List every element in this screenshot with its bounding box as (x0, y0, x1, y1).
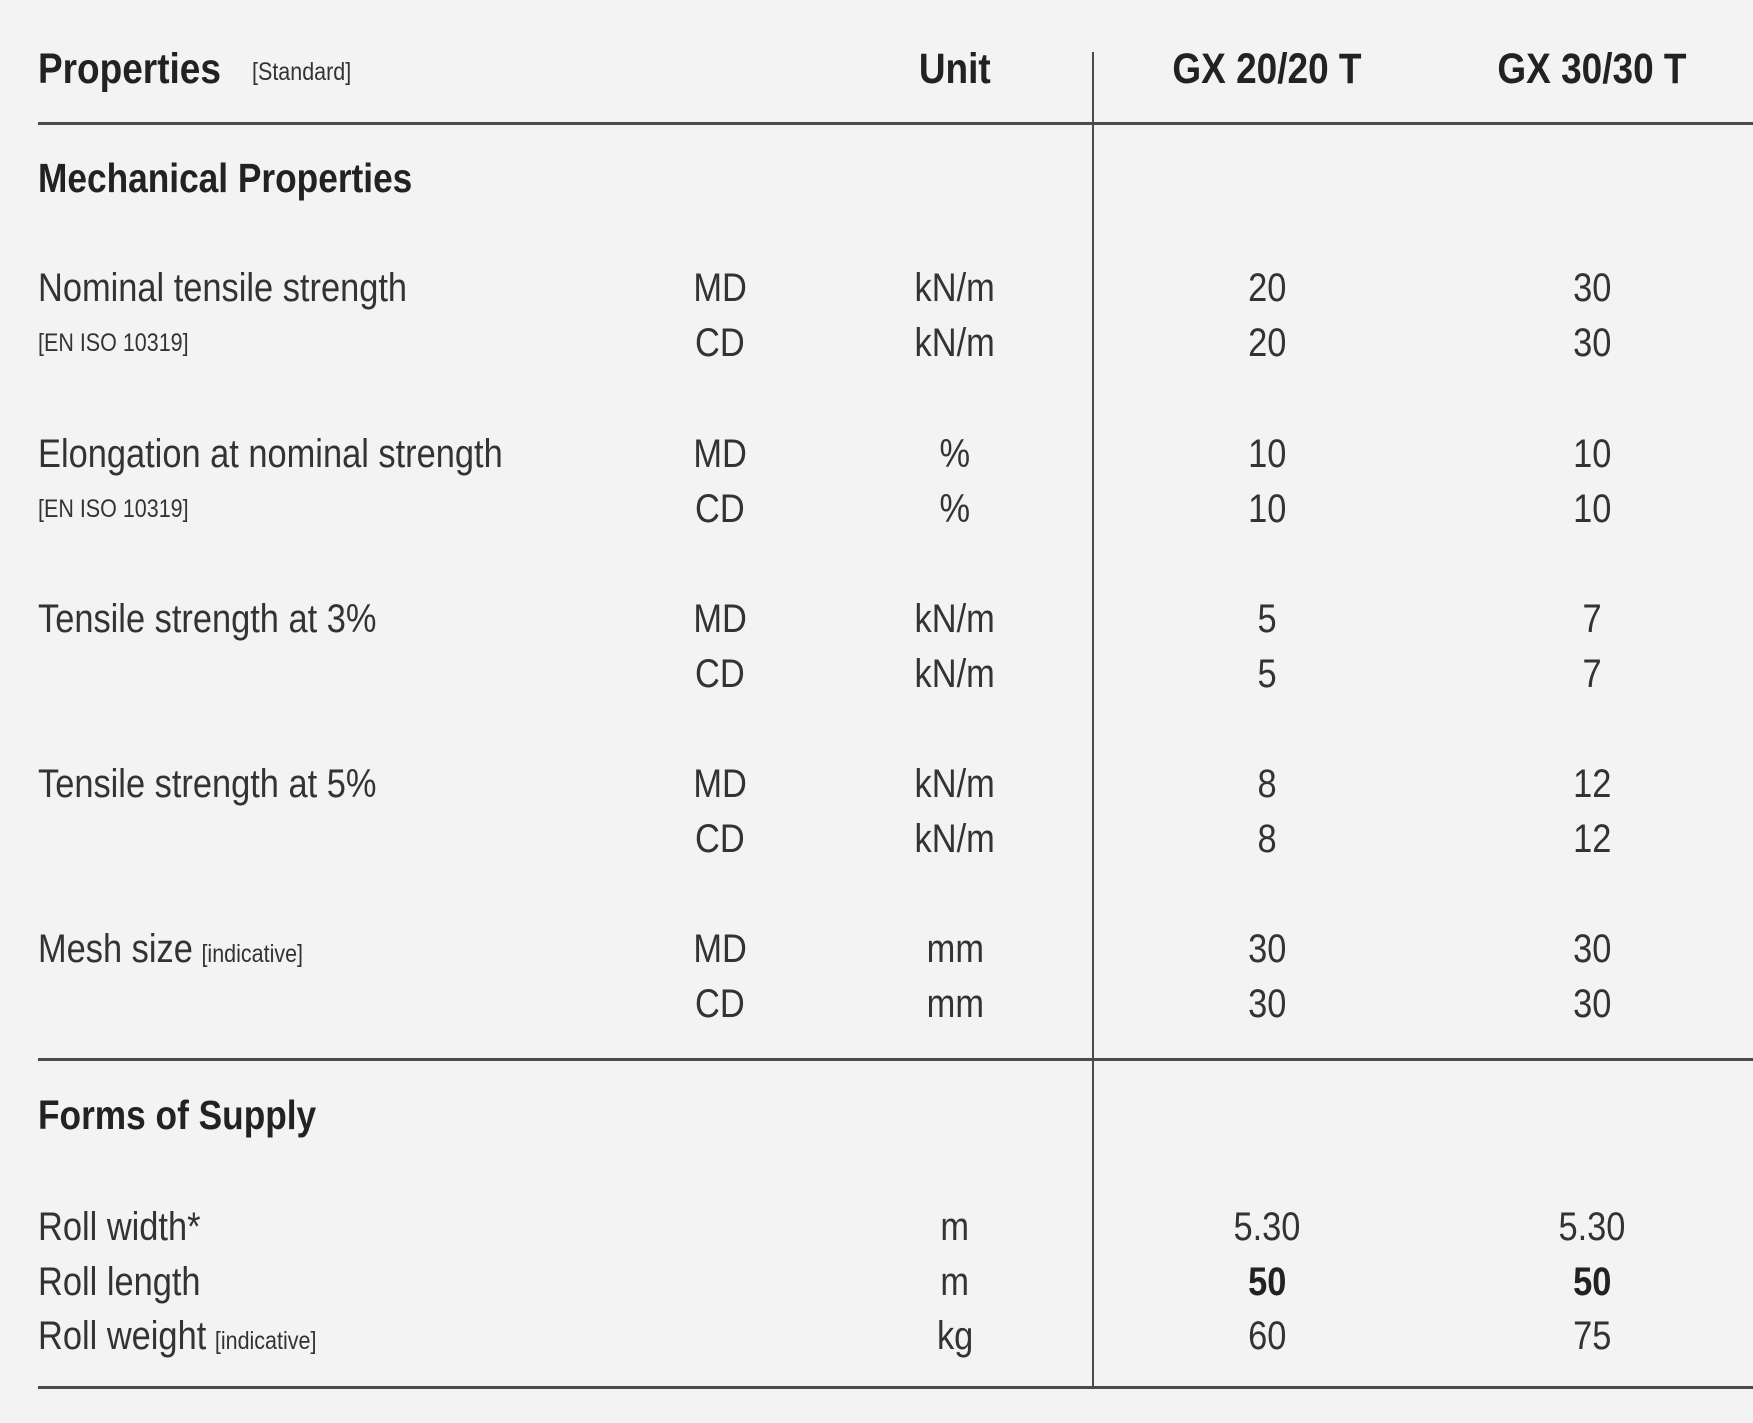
value-gx20: 8 (1257, 762, 1277, 806)
direction-cd: CD (695, 321, 745, 365)
unit-cell: kN/m (914, 266, 996, 310)
value-gx30: 5.30 (1558, 1205, 1626, 1249)
value-gx30: 30 (1572, 321, 1612, 365)
value-gx20: 30 (1247, 927, 1287, 971)
product-header-gx30: GX 30/30 T (1497, 45, 1687, 93)
section-title-mechanical: Mechanical Properties (38, 155, 413, 201)
property-label: Tensile strength at 5% (38, 762, 377, 806)
unit-cell: kN/m (914, 762, 996, 806)
properties-header: Properties (38, 45, 221, 93)
product-header-gx20: GX 20/20 T (1172, 45, 1362, 93)
standard-header: [Standard] (252, 58, 352, 86)
direction-md: MD (693, 266, 747, 310)
unit-cell: kN/m (914, 652, 996, 696)
unit-cell: kg (936, 1314, 974, 1358)
direction-md: MD (693, 927, 747, 971)
value-gx30: 7 (1582, 597, 1602, 641)
unit-cell: % (939, 432, 971, 476)
unit-cell: kN/m (914, 817, 996, 861)
value-gx20: 8 (1257, 817, 1277, 861)
bottom-rule (38, 1386, 1753, 1389)
standard-reference: [EN ISO 10319] (38, 495, 189, 523)
value-gx20: 20 (1247, 321, 1287, 365)
property-label: Elongation at nominal strength (38, 432, 503, 476)
property-label: Nominal tensile strength (38, 266, 408, 310)
direction-cd: CD (695, 487, 745, 531)
unit-cell: m (940, 1205, 970, 1249)
property-label: Mesh size [indicative] (38, 927, 304, 971)
value-gx20: 5 (1257, 597, 1277, 641)
value-gx30: 10 (1572, 487, 1612, 531)
value-gx30: 75 (1572, 1314, 1612, 1358)
unit-cell: m (940, 1260, 970, 1304)
column-divider (1092, 52, 1094, 1387)
direction-md: MD (693, 432, 747, 476)
value-gx20: 10 (1247, 432, 1287, 476)
value-gx30: 30 (1572, 927, 1612, 971)
unit-header: Unit (919, 45, 991, 93)
unit-cell: kN/m (914, 321, 996, 365)
value-gx20: 30 (1247, 982, 1287, 1026)
unit-cell: mm (926, 982, 984, 1026)
unit-cell: % (939, 487, 971, 531)
unit-cell: mm (926, 927, 984, 971)
value-gx20: 20 (1247, 266, 1287, 310)
value-gx30: 12 (1572, 762, 1612, 806)
value-gx20: 60 (1247, 1314, 1287, 1358)
direction-md: MD (693, 762, 747, 806)
header-rule (38, 122, 1753, 125)
indicative-note: [indicative] (214, 1327, 317, 1355)
supply-label: Roll weight [indicative] (38, 1314, 317, 1358)
direction-cd: CD (695, 652, 745, 696)
value-gx30: 50 (1572, 1260, 1612, 1304)
supply-label: Roll width* (38, 1205, 201, 1249)
unit-cell: kN/m (914, 597, 996, 641)
property-label: Tensile strength at 3% (38, 597, 377, 641)
value-gx20: 10 (1247, 487, 1287, 531)
value-gx30: 12 (1572, 817, 1612, 861)
section-rule (38, 1058, 1753, 1061)
value-gx20: 5 (1257, 652, 1277, 696)
section-title-supply: Forms of Supply (38, 1092, 317, 1138)
value-gx30: 7 (1582, 652, 1602, 696)
value-gx20: 50 (1247, 1260, 1287, 1304)
direction-cd: CD (695, 817, 745, 861)
direction-md: MD (693, 597, 747, 641)
value-gx30: 30 (1572, 266, 1612, 310)
direction-cd: CD (695, 982, 745, 1026)
standard-reference: [EN ISO 10319] (38, 329, 189, 357)
supply-label: Roll length (38, 1260, 201, 1304)
indicative-note: [indicative] (201, 940, 304, 968)
value-gx30: 30 (1572, 982, 1612, 1026)
value-gx30: 10 (1572, 432, 1612, 476)
value-gx20: 5.30 (1233, 1205, 1301, 1249)
